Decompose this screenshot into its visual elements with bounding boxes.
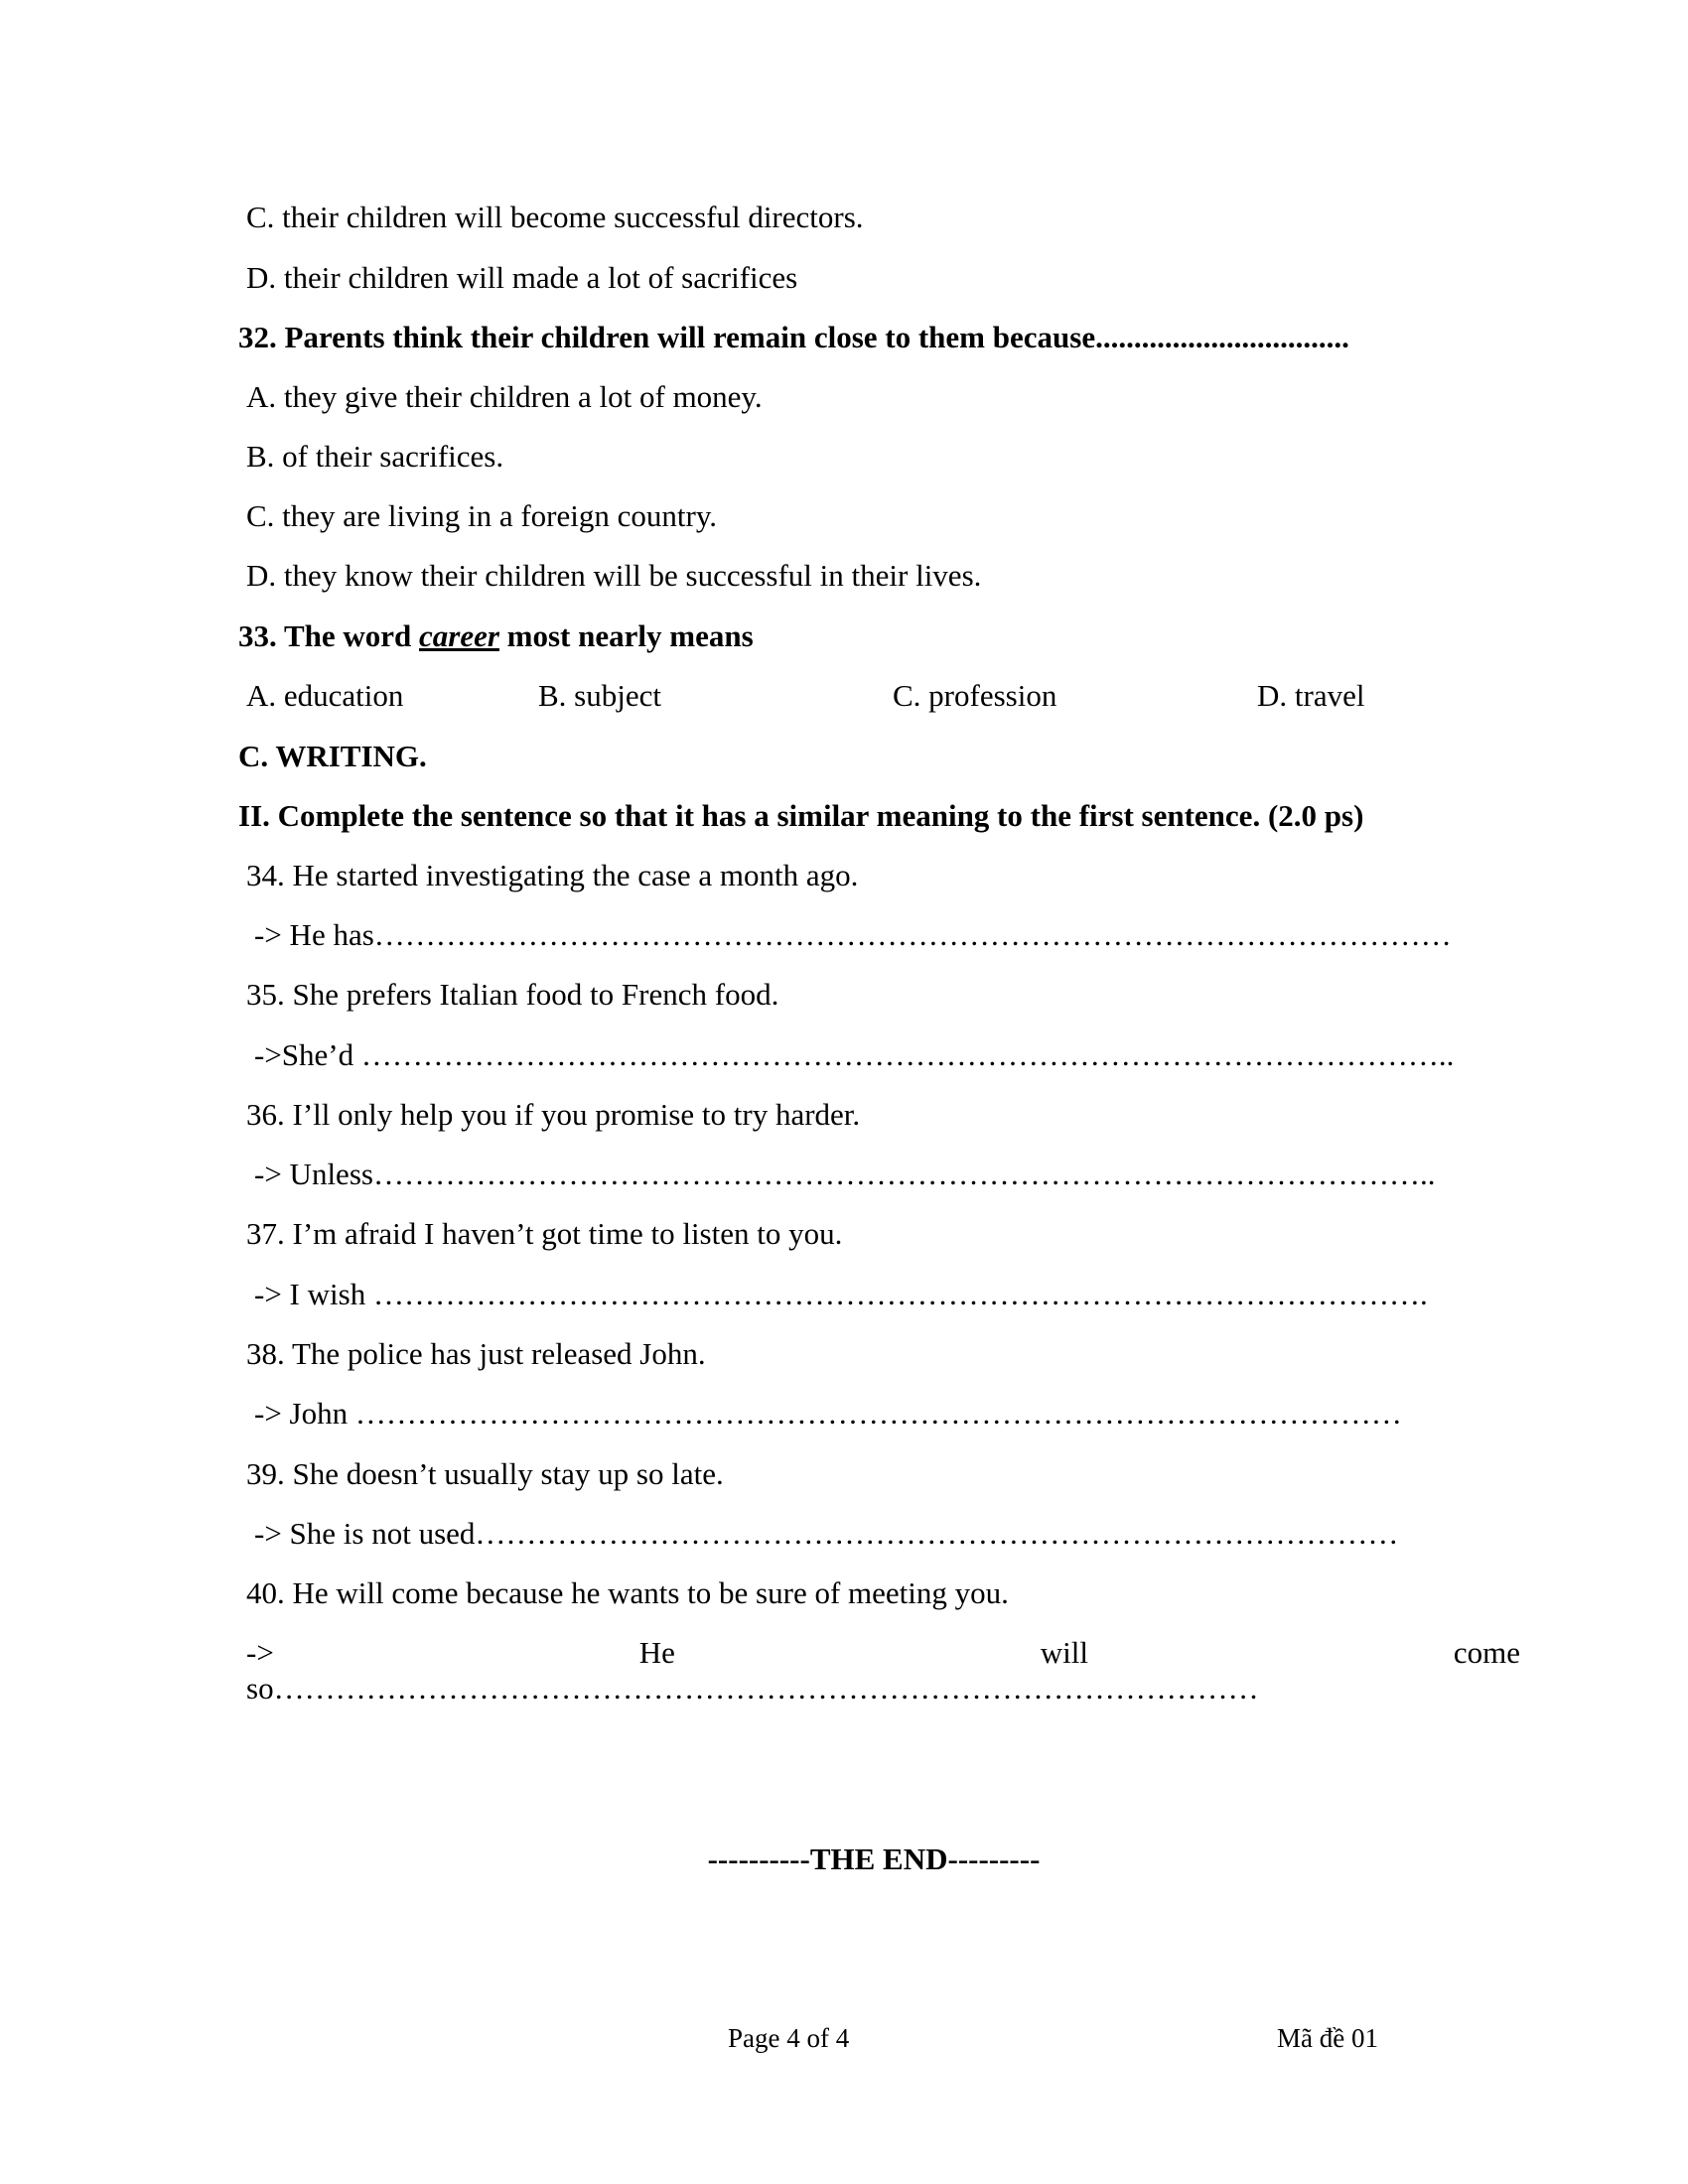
the-end-marker: ----------THE END---------: [707, 1842, 1041, 1876]
footer-exam-code: Mã đề 01: [1277, 2023, 1378, 2053]
item-38-answer: -> John …………………………………………………………………………………………: [254, 1396, 1402, 1431]
writing-instruction: II. Complete the sentence so that it has a similar meaning to the first sentence. (2.0 ps): [238, 798, 1364, 833]
item-37-prompt: 37. I’m afraid I haven’t got time to listen to you.: [246, 1216, 843, 1251]
item-34-prompt: 34. He started investigating the case a month ago.: [246, 858, 859, 892]
q33-option-b: B. subject: [538, 678, 661, 713]
q31-option-c: C. their children will become successful directors.: [246, 200, 864, 234]
q32-question: 32. Parents think their children will remain close to them because.................................: [238, 320, 1349, 354]
q31-option-d: D. their children will made a lot of sacrifices: [246, 260, 798, 295]
q33-option-d: D. travel: [1257, 678, 1365, 713]
item-39-answer: -> She is not used………………………………………………………………………………: [254, 1516, 1399, 1551]
q32-option-d: D. they know their children will be successful in their lives.: [246, 558, 982, 593]
q33-option-c: C. profession: [893, 678, 1057, 713]
q33-option-a: A. education: [246, 678, 404, 713]
q33-question-suffix: most nearly means: [498, 618, 754, 653]
q33-question: [238, 617, 754, 655]
q33-question-prefix: 33. The word: [238, 618, 420, 653]
item-34-answer: -> He has……………………………………………………………………………………………: [254, 917, 1452, 952]
section-writing-heading: C. WRITING.: [238, 739, 427, 773]
item-40-word-he: He: [638, 1635, 675, 1670]
q33-keyword: career: [419, 618, 499, 653]
item-40-word-arrow: ->: [246, 1635, 274, 1670]
item-40-word-come: come: [1453, 1635, 1520, 1670]
q32-option-c: C. they are living in a foreign country.: [246, 498, 718, 533]
item-40-prompt: 40. He will come because he wants to be sure of meeting you.: [246, 1575, 1009, 1610]
item-38-prompt: 38. The police has just released John.: [246, 1336, 706, 1371]
item-40-answer: [246, 1631, 1520, 1710]
item-36-prompt: 36. I’ll only help you if you promise to try harder.: [246, 1097, 861, 1132]
item-37-answer: -> I wish ………………………………………………………………………………………….: [254, 1277, 1428, 1311]
footer-page-number: Page 4 of 4: [728, 2023, 850, 2053]
q32-option-a: A. they give their children a lot of money.: [246, 379, 763, 414]
item-40-word-will: will: [1040, 1635, 1088, 1670]
q32-option-b: B. of their sacrifices.: [246, 439, 504, 474]
item-35-answer: ->She’d ……………………………………………………………………………………………..: [254, 1037, 1455, 1072]
item-35-prompt: 35. She prefers Italian food to French food.: [246, 977, 779, 1012]
item-40-answer-continuation: so……………………………………………………………………………………: [246, 1671, 1259, 1706]
item-36-answer: -> Unless…………………………………………………………………………………………..: [254, 1157, 1436, 1191]
item-39-prompt: 39. She doesn’t usually stay up so late.: [246, 1456, 724, 1491]
